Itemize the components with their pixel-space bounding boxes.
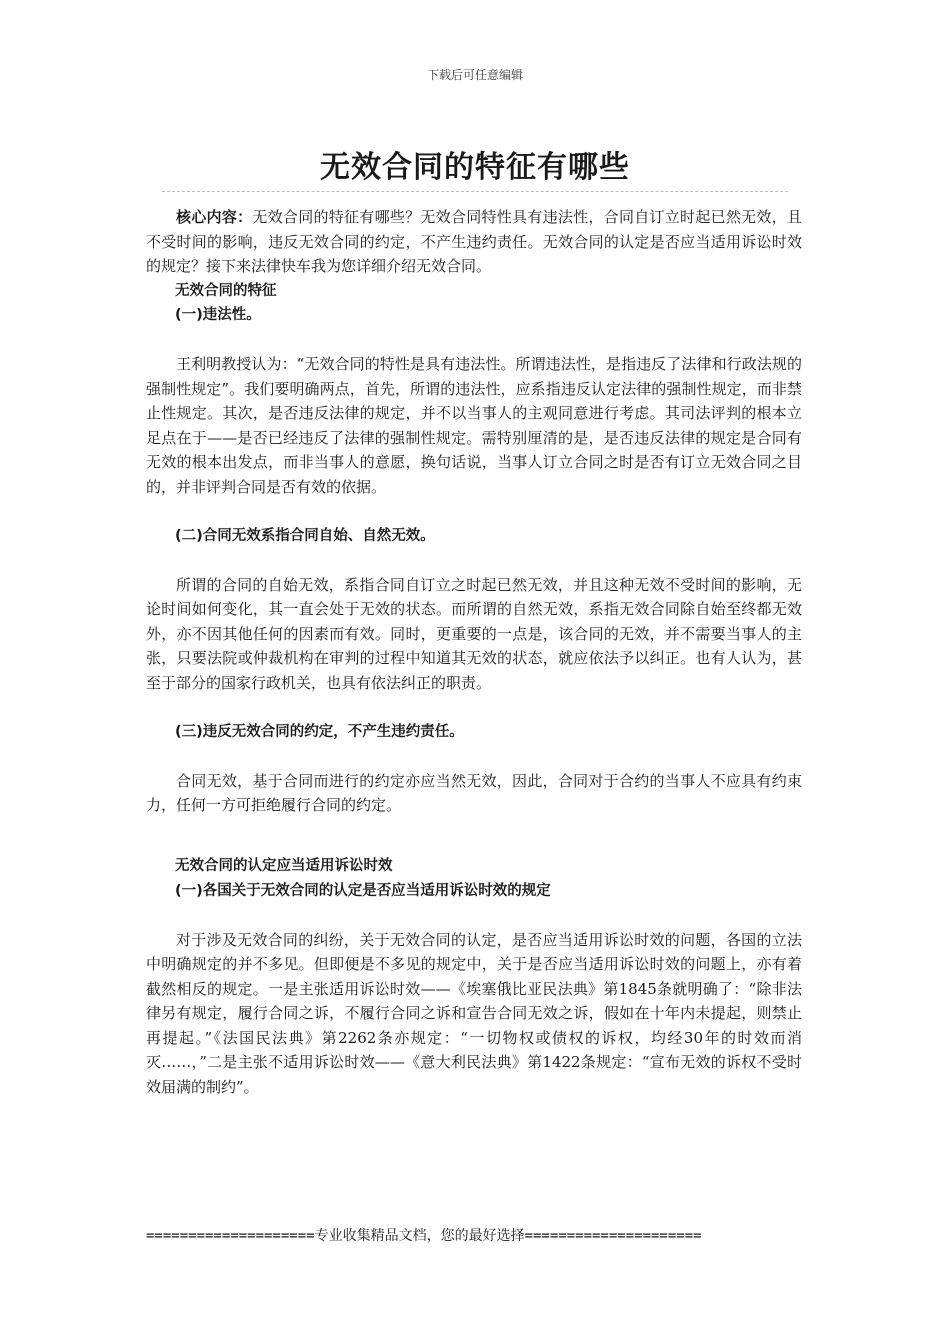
intro-text: 无效合同的特征有哪些？无效合同特性具有违法性，合同自订立时起已然无效，且不受时间的影响，违反无效合同的约定，不产生违约责任。无效合同的认定是否应当适用诉讼时效的规定？接下来法律快车我为您详细介绍无效合同。 xyxy=(146,208,802,275)
body-paragraph: 王利明教授认为：“无效合同的特性是具有违法性。所谓违法性，是指违反了法律和行政法规的强制性规定”。我们要明确两点，首先，所谓的违法性，应系指违反认定法律的强制性规定，而非禁止性规定。其次，是否违反法律的规定，并不以当事人的主观同意进行考虑。其司法评判的根本立足点在于——是否已经违反了法律的强制性规定。需特别厘清的是，是否违反法律的规定是合同有无效的根本出发点，而非当事人的意愿，换句话说，当事人订立合同之时是否有订立无效合同之目的，并非评判合同是否有效的依据。 xyxy=(146,355,802,496)
section-heading: 无效合同的认定应当适用诉讼时效 xyxy=(175,858,393,874)
page-header-note: 下载后可任意编辑 xyxy=(426,68,523,82)
document-body xyxy=(146,205,802,1099)
body-paragraph: 对于涉及无效合同的纠纷，关于无效合同的认定，是否应当适用诉讼时效的问题，各国的立法中明确规定的并不多见。但即便是不多见的规定中，关于是否应当适用诉讼时效的问题上，亦有着截然相反的规定。一是主张适用诉讼时效——《埃塞俄比亚民法典》第1845条就明确了：“除非法律另有规定，履行合同之诉，不履行合同之诉和宣告合同无效之诉，假如在十年内未提起，则禁止再提起。”《法国民法典》第2262条亦规定：“一切物权或债权的诉权，均经30年的时效而消灭……，”二是主张不适用诉讼时效——《意大利民法典》第1422条规定：“宣布无效的诉权不受时效届满的制约”。 xyxy=(146,930,802,1096)
page-footer: ====================专业收集精品文档，您的最好选择===================== xyxy=(146,1228,702,1244)
intro-label: 核心内容： xyxy=(176,208,253,226)
subsection-heading: (一)各国关于无效合同的认定是否应当适用诉讼时效的规定 xyxy=(175,882,551,899)
section-heading: 无效合同的特征 xyxy=(175,282,277,299)
body-paragraph: 所谓的合同的自始无效，系指合同自订立之时起已然无效，并且这种无效不受时间的影响，无论时间如何变化，其一直会处于无效的状态。而所谓的自然无效，系指无效合同除自始至终都无效外，亦不因其他任何的因素而有效。同时，更重要的一点是，该合同的无效，并不需要当事人的主张，只要法院或仲裁机构在审判的过程中知道其无效的状态，就应依法予以纠正。也有人认为，甚至于部分的国家行政机关，也具有依法纠正的职责。 xyxy=(146,575,802,692)
document-title: 无效合同的特征有哪些 xyxy=(320,150,630,185)
title-divider xyxy=(162,191,788,192)
subsection-heading: (二)合同无效系指合同自始、自然无效。 xyxy=(175,527,435,544)
subsection-heading: (一)违法性。 xyxy=(175,307,261,323)
subsection-heading: (三)违反无效合同的约定，不产生违约责任。 xyxy=(175,723,464,740)
intro-paragraph xyxy=(146,205,802,279)
body-paragraph: 合同无效，基于合同而进行的约定亦应当然无效，因此，合同对于合约的当事人不应具有约束力，任何一方可拒绝履行合同的约定。 xyxy=(146,771,802,814)
